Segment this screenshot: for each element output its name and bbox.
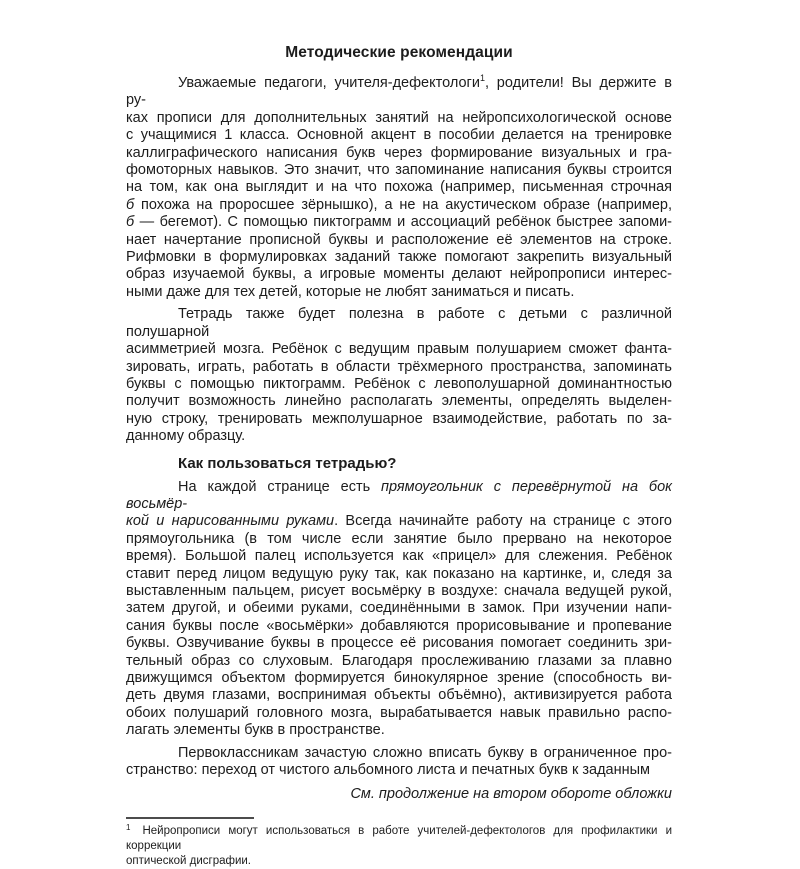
text-run: , родители! Вы держите в ру-: [126, 75, 672, 109]
text-line: [126, 359, 672, 376]
text-run: б: [126, 214, 135, 231]
text-line: [126, 75, 672, 110]
paragraph-intro: [126, 75, 672, 301]
text-line: [126, 306, 672, 341]
text-run: — бегемот). С помощью пиктограмм и ассоциаций ребёнок быстрее запоми-: [134, 214, 672, 231]
text-run: время). Большой палец используется как «прицел» для слежения. Ребёнок: [126, 548, 672, 565]
text-line: [126, 393, 672, 410]
text-run: данному образцу.: [126, 428, 246, 445]
text-line: [126, 762, 672, 779]
paragraph-how-to-use: [126, 479, 672, 740]
text-line: [126, 705, 672, 722]
text-run: ставит перед лицом ведущую руку так, как показано на картинке, и, следя за: [126, 565, 672, 582]
text-run: Первоклассникам зачастую сложно вписать букву в ограниченное про-: [178, 744, 672, 761]
continuation-note: См. продолжение на втором обороте обложки: [350, 786, 672, 803]
text-run: каллиграфического написания букв через формирование визуальных и гра-: [126, 144, 672, 161]
text-line: [126, 824, 672, 854]
text-run: обоих полушарий головного мозга, вырабатывается навык правильно распо-: [126, 704, 672, 721]
footnote-divider: [126, 817, 254, 819]
footnote: [126, 824, 672, 869]
text-line: [126, 531, 672, 548]
paragraph-first-graders: [126, 745, 672, 780]
text-line: [126, 687, 672, 704]
text-run: Тетрадь также будет полезна в работе с детьми с различной полушарной: [126, 306, 672, 340]
text-run: зировать, играть, работать в области трёхмерного пространства, запоминать: [126, 358, 672, 375]
text-run: на том, как она выглядит и на что похожа (например, письменная строчная: [126, 179, 672, 196]
text-run: прямоугольника (в том числе если занятие было прервано на некоторое: [126, 530, 672, 547]
text-run: На каждой странице есть: [178, 478, 382, 495]
text-run: асимметрией мозга. Ребёнок с ведущим правым полушарием сможет фанта-: [126, 341, 672, 358]
text-line: [126, 179, 672, 196]
section-heading: Как пользоваться тетрадью?: [178, 454, 397, 472]
text-line: [126, 110, 672, 127]
text-line: [126, 197, 672, 214]
text-line: [126, 583, 672, 600]
text-line: [126, 479, 672, 514]
text-line: [126, 145, 672, 162]
text-run: ках прописи для дополнительных занятий на нейропсихологической основе: [126, 109, 672, 126]
text-run: лагать элементы букв в пространстве.: [126, 722, 385, 739]
footnote-marker: 1: [479, 73, 485, 84]
text-run: буквы. Озвучивание буквы в процессе её рисования помогает соединить зри-: [126, 635, 672, 652]
text-line: [126, 854, 672, 869]
text-line: [126, 266, 672, 283]
footnote-marker: 1: [126, 822, 131, 832]
text-line: [126, 162, 672, 179]
text-run: движущимся объектом формируется бинокулярное зрение (способность ви-: [126, 670, 672, 686]
text-run: прямоугольник с перевёрнутой на бок восьмёр-: [126, 478, 672, 512]
text-run: . Всегда начинайте работу на странице с этого: [334, 513, 673, 530]
text-run: кой и нарисованными руками: [126, 513, 335, 530]
text-run: Нейропрописи могут использоваться в работе учителей-дефектологов для профилактики и коррекции: [126, 825, 672, 853]
text-line: [126, 635, 672, 652]
text-run: ную строку, тренировать межполушарное взаимодействие, работать по за-: [126, 410, 672, 427]
text-run: похожа на проросшее зёрнышко), а не на акустическом образе (например,: [134, 196, 672, 213]
text-line: [126, 284, 672, 301]
text-line: [126, 127, 672, 144]
text-run: нает начертание прописной буквы и расположение её элементов на строке.: [126, 231, 672, 248]
paragraph-hemispheres: [126, 306, 672, 445]
text-run: буквы с помощью пиктограмм. Ребёнок с левополушарной доминантностью: [126, 375, 672, 392]
text-run: деть двумя глазами, воспринимая объекты объёмно), активизируется работа: [126, 687, 672, 704]
text-line: [126, 548, 672, 565]
text-line: [126, 670, 672, 687]
text-line: [126, 376, 672, 393]
text-line: [126, 232, 672, 249]
text-line: [126, 600, 672, 617]
text-line: [126, 249, 672, 266]
text-line: [126, 653, 672, 670]
text-line: [126, 745, 672, 762]
text-run: образ изучаемой буквы, а игровые моменты делают нейропрописи интерес-: [126, 266, 672, 283]
text-line: [126, 411, 672, 428]
text-run: с учащимися 1 класса. Основной акцент в пособии делается на тренировке: [126, 127, 672, 144]
text-run: Рифмовки в формулировках заданий также помогают закрепить визуальный: [126, 249, 672, 266]
text-line: [126, 428, 672, 445]
text-run: Уважаемые педагоги, учителя-дефектологи: [178, 75, 480, 91]
text-run: получит возможность линейно располагать элементы, определять выделен-: [126, 393, 672, 410]
text-line: [126, 513, 672, 530]
text-line: [126, 341, 672, 358]
page-content: [126, 44, 672, 869]
page-title: Методические рекомендации: [285, 44, 513, 61]
text-run: б: [126, 196, 135, 213]
text-run: ными даже для тех детей, которые не любят заниматься и писать.: [126, 283, 575, 300]
text-line: [126, 214, 672, 231]
text-run: странство: переход от чистого альбомного листа и печатных букв к заданным: [126, 762, 651, 779]
text-run: фомоторных навыков. Это значит, что запоминание написания буквы строится: [126, 162, 672, 179]
text-line: [126, 722, 672, 739]
text-run: оптической дисграфии.: [126, 855, 252, 868]
text-run: затем другой, и обеими руками, соединёнными в замок. При изучении напи-: [126, 600, 672, 617]
text-line: [126, 618, 672, 635]
text-run: сания буквы после «восьмёрки» добавляются прорисовывание и пропевание: [126, 617, 672, 634]
text-line: [126, 566, 672, 583]
text-run: тельный образ со слуховым. Благодаря прослеживанию глазами за плавно: [126, 652, 672, 669]
text-run: выставленным пальцем, рисует восьмёрку в воздухе: сначала ведущей рукой,: [126, 582, 672, 599]
